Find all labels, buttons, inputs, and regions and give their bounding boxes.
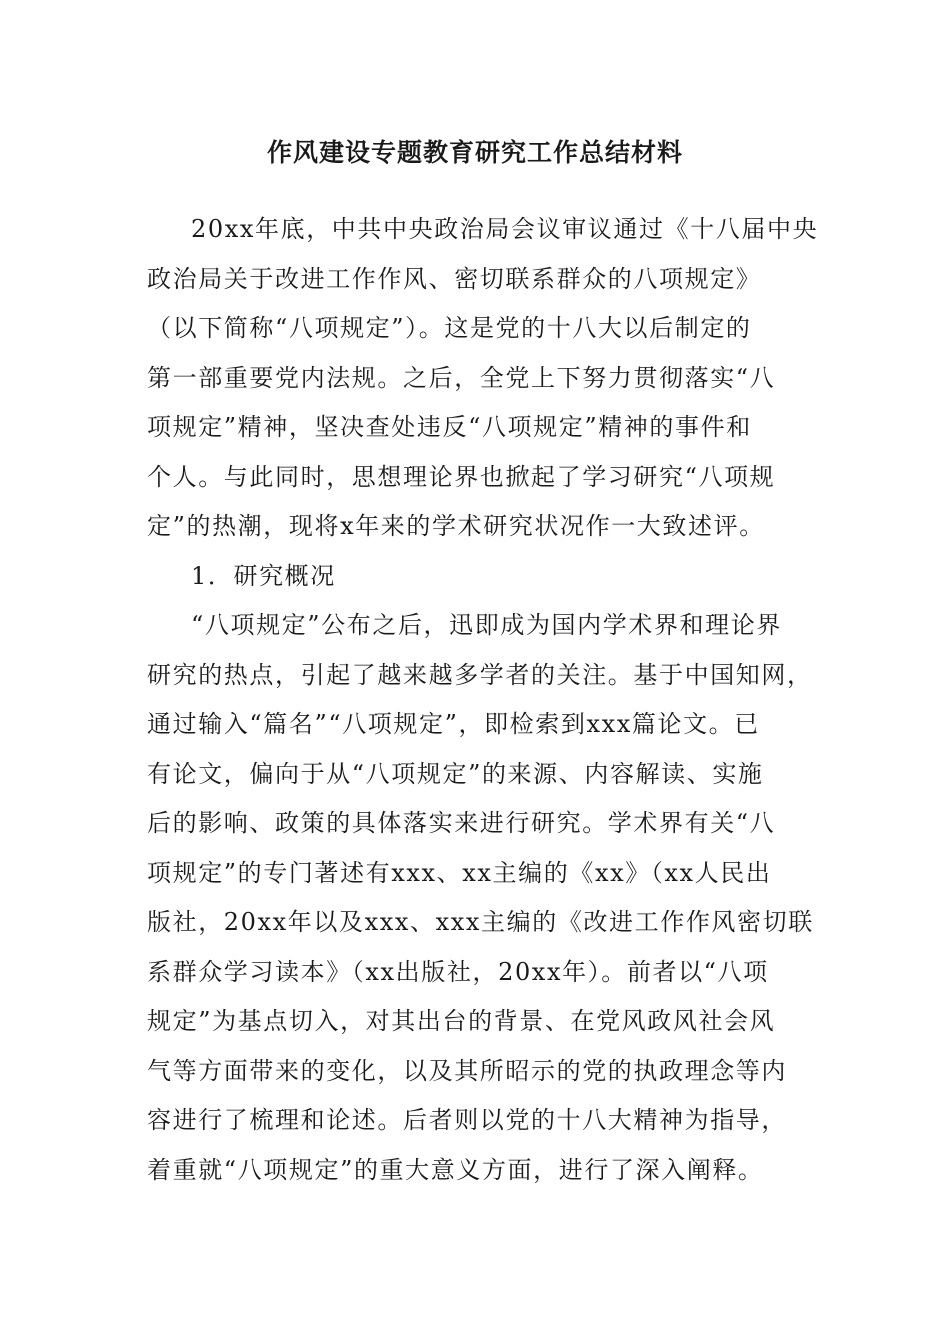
paragraph-1-line-7: 定”的热潮，现将x年来的学术研究状况作一大致述评。: [147, 512, 765, 540]
paragraph-2-line-1: “八项规定”公布之后，迅即成为国内学术界和理论界: [191, 611, 782, 639]
paragraph-2-line-11: 容进行了梳理和论述。后者则以党的十八大精神为指导，: [147, 1106, 787, 1134]
paragraph-1-line-4: 第一部重要党内法规。之后，全党上下努力贯彻落实“八: [147, 363, 776, 392]
paragraph-2-line-12: 着重就“八项规定”的重大意义方面，进行了深入阐释。: [147, 1155, 764, 1184]
paragraph-1-line-6: 个人。与此同时，思想理论界也掀起了学习研究“八项规: [147, 462, 776, 491]
document-body: [147, 205, 819, 1195]
paragraph-2-line-2: 研究的热点，引起了越来越多学者的关注。基于中国知网，: [147, 660, 813, 689]
paragraph-2-line-8: 系群众学习读本》（xx出版社，20xx年）。前者以“八项: [147, 957, 769, 986]
section-heading: 1．研究概况: [191, 561, 336, 590]
paragraph-2-line-6: 项规定”的专门著述有xxx、xx主编的《xx》（xx人民出: [147, 858, 772, 887]
paragraph-2-line-4: 有论文，偏向于从“八项规定”的来源、内容解读、实施: [147, 759, 764, 788]
paragraph-2-line-5: 后的影响、政策的具体落实来进行研究。学术界有关“八: [147, 809, 776, 837]
paragraph-1-line-1: 20xx年底，中共中央政治局会议审议通过《十八届中央: [191, 215, 819, 243]
paragraph-2-line-9: 规定”为基点切入，对其出台的背景、在党风政风社会风: [147, 1007, 776, 1035]
paragraph-1-line-3: （以下简称“八项规定”）。这是党的十八大以后制定的: [147, 314, 752, 342]
document-title: 作风建设专题教育研究工作总结材料: [266, 138, 683, 167]
paragraph-2-line-10: 气等方面带来的变化，以及其所昭示的党的执政理念等内: [147, 1056, 787, 1085]
paragraph-1-line-2: 政治局关于改进工作作风、密切联系群众的八项规定》: [147, 264, 762, 293]
paragraph-2-line-3: 通过输入“篇名”“八项规定”，即检索到xxx篇论文。已: [147, 710, 760, 738]
paragraph-1-line-5: 项规定”精神，坚决查处违反“八项规定”精神的事件和: [147, 413, 752, 441]
paragraph-2-line-7: 版社，20xx年以及xxx、xxx主编的《改进工作作风密切联: [147, 908, 814, 936]
